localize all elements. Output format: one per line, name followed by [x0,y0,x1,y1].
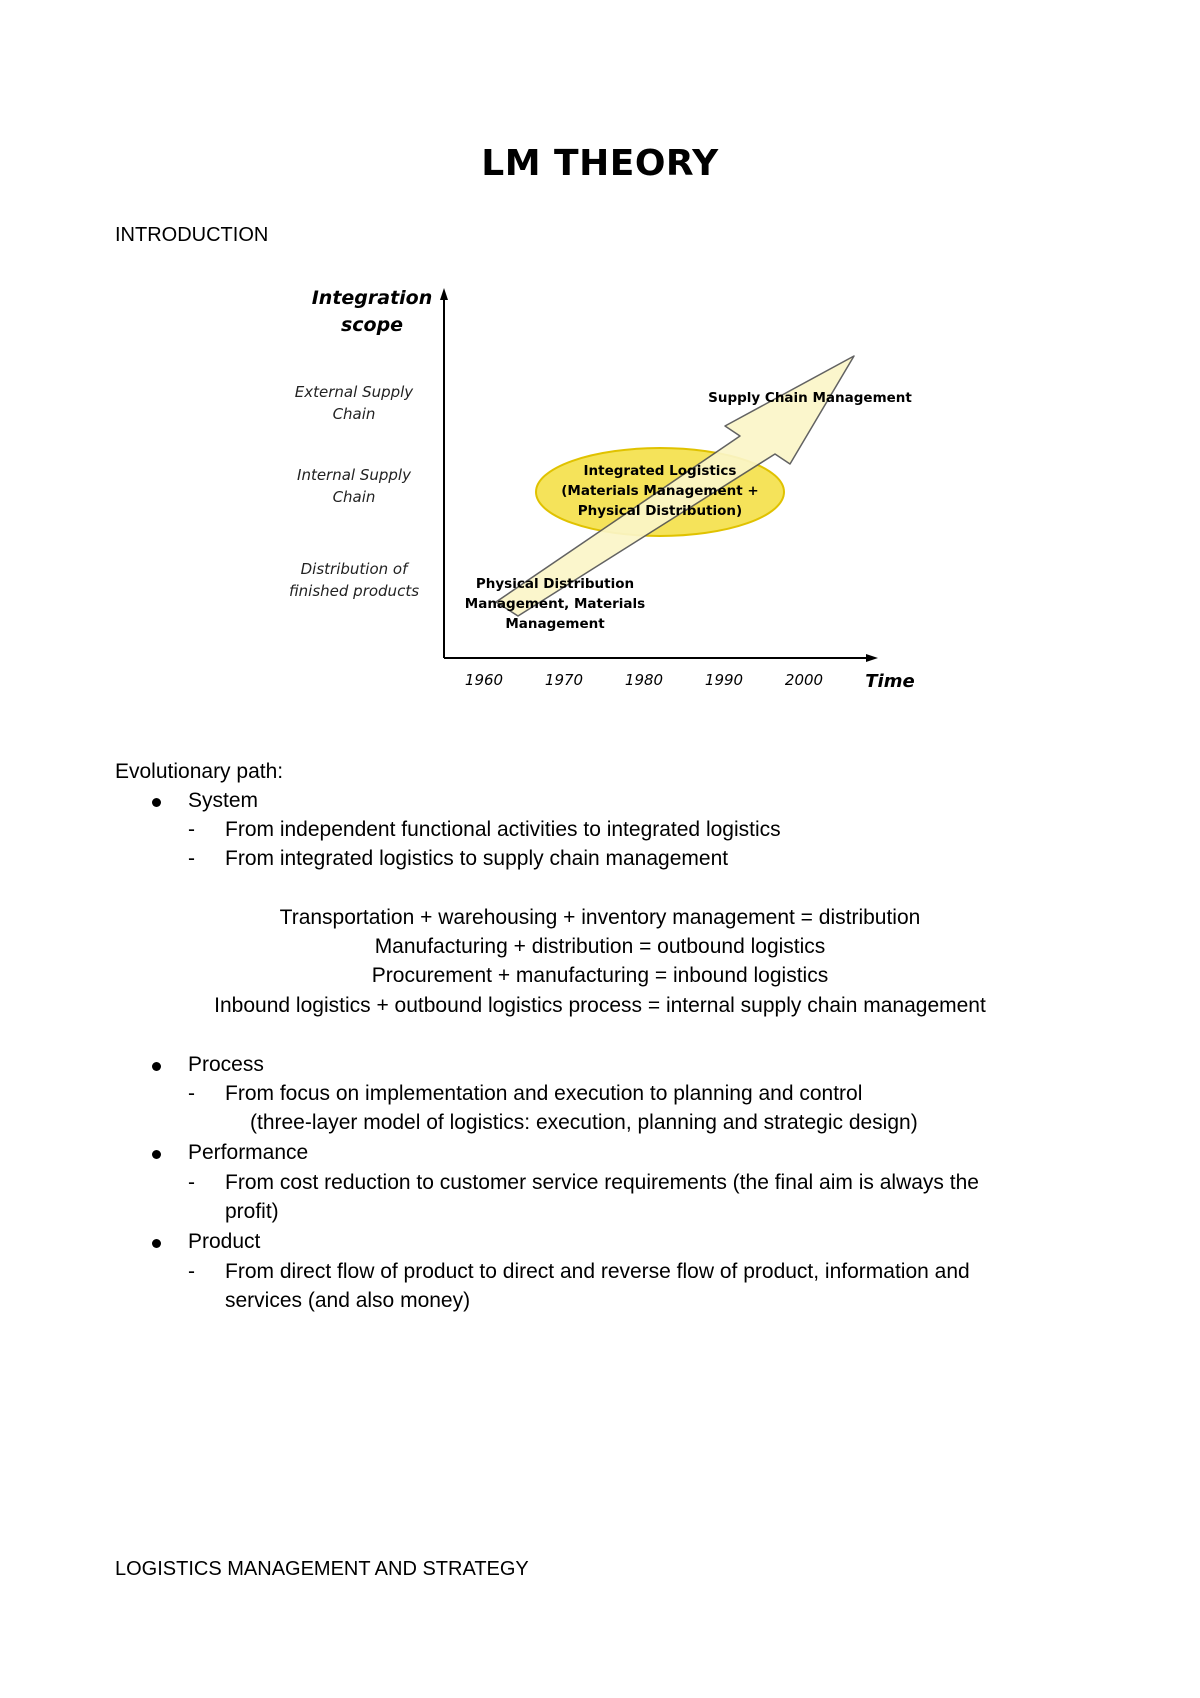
performance-item-line1: From cost reduction to customer service requirements (the final aim is always the [225,1171,979,1194]
x-tick-1990: 1990 [704,671,744,689]
bullet-process-label: Process [188,1053,264,1076]
page-footer: LOGISTICS MANAGEMENT AND STRATEGY [115,1558,529,1580]
bullet-performance-label: Performance [188,1141,309,1164]
bullet-dot [152,798,161,807]
dash: - [188,847,195,870]
stage-mid-line2: (Materials Management + [561,483,759,499]
y-level-external-line2: Chain [332,405,376,423]
y-level-distribution-line1: Distribution of [300,560,408,578]
bullet-product-label: Product [188,1230,261,1253]
stage-low-line2: Management, Materials [464,596,646,612]
page-title: LM THEORY [481,143,719,184]
evolutionary-path-label: Evolutionary path: [115,760,284,783]
equation-line-1: Transportation + warehousing + inventory management = distribution [279,906,921,929]
y-axis-arrowhead [440,288,448,300]
bullet-system-label: System [188,789,259,812]
bullet-dot [152,1150,161,1159]
stage-low-line1: Physical Distribution [475,576,635,592]
dash: - [188,1171,195,1194]
y-level-external-line1: External Supply [294,383,414,401]
x-axis-title: Time [865,671,915,692]
x-tick-2000: 2000 [784,671,824,689]
y-level-distribution-line2: finished products [288,582,420,600]
integration-scope-diagram [270,276,930,696]
system-item-2: From integrated logistics to supply chain management [225,847,729,870]
system-item-1: From independent functional activities to integrated logistics [225,818,781,841]
dash: - [188,818,195,841]
x-tick-1960: 1960 [464,671,504,689]
section-heading-introduction: INTRODUCTION [115,224,269,246]
dash: - [188,1260,195,1283]
y-level-internal-line1: Internal Supply [297,466,411,484]
equation-line-2: Manufacturing + distribution = outbound logistics [374,935,826,958]
stage-low-line3: Management [505,616,605,632]
x-tick-1980: 1980 [624,671,664,689]
bullet-dot [152,1062,161,1071]
bullet-dot [152,1239,161,1248]
y-level-internal-line2: Chain [332,488,376,506]
stage-high-label: Supply Chain Management [708,390,912,406]
performance-item-line2: profit) [225,1200,279,1223]
product-item-line2: services (and also money) [225,1289,471,1312]
product-item-line1: From direct flow of product to direct and reverse flow of product, information and [225,1260,970,1283]
stage-mid-line3: Physical Distribution) [577,503,743,519]
equation-line-3: Procurement + manufacturing = inbound logistics [371,964,829,987]
process-item: From focus on implementation and execution to planning and control [225,1082,863,1105]
equation-line-4: Inbound logistics + outbound logistics process = internal supply chain management [214,994,986,1017]
stage-mid-line1: Integrated Logistics [583,463,737,479]
y-axis-title-line2: scope [340,314,404,336]
process-note: (three-layer model of logistics: execution, planning and strategic design) [250,1111,918,1134]
x-tick-1970: 1970 [544,671,584,689]
y-axis-title-line1: Integration [311,287,433,309]
dash: - [188,1082,195,1105]
x-axis-arrowhead [866,654,878,662]
